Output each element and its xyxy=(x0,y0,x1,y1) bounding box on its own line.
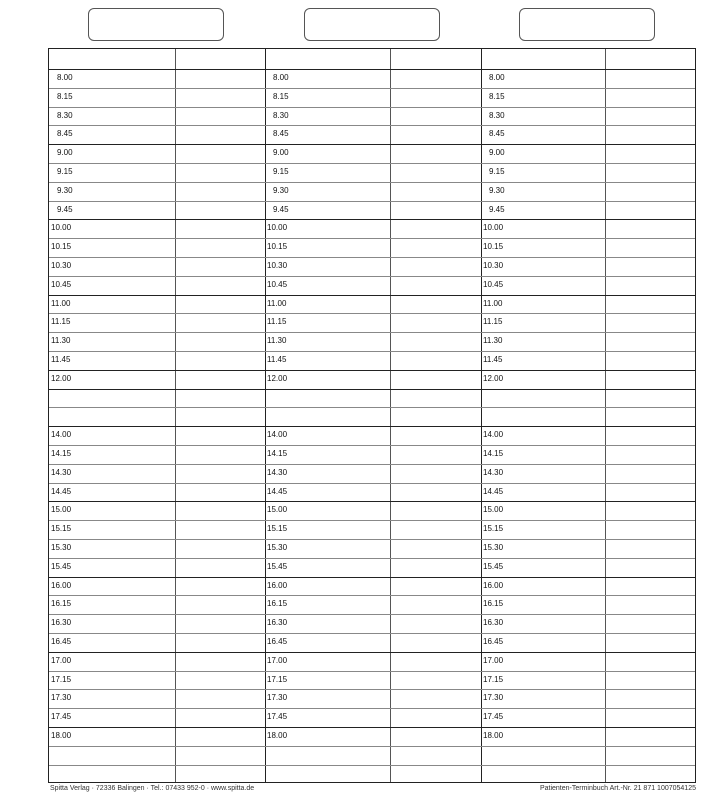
time-slot-day3[interactable]: 17.15 xyxy=(483,674,504,684)
time-slot-day2[interactable]: 14.00 xyxy=(267,430,288,440)
time-slot-day1[interactable]: 8.45 xyxy=(57,129,73,139)
row-line xyxy=(49,558,695,559)
time-slot-day3[interactable]: 9.30 xyxy=(489,185,505,195)
time-slot-day2[interactable]: 12.00 xyxy=(267,373,288,383)
time-slot-day2[interactable]: 14.15 xyxy=(267,449,288,458)
hour-line xyxy=(49,219,695,220)
time-slot-day3[interactable]: 8.15 xyxy=(489,91,505,101)
row-line xyxy=(49,389,695,390)
time-slot-day2[interactable]: 14.45 xyxy=(267,486,288,496)
hour-line xyxy=(49,577,695,578)
footer-article: Patienten-Terminbuch Art.-Nr. 21 871 1007054125 xyxy=(539,785,696,792)
time-slot-day1[interactable]: 15.30 xyxy=(51,543,72,552)
time-slot-day2[interactable]: 9.45 xyxy=(273,204,289,214)
row-line xyxy=(49,483,695,484)
time-slot-day1[interactable]: 9.30 xyxy=(57,185,73,195)
time-slot-day2[interactable]: 10.45 xyxy=(267,279,288,289)
row-line xyxy=(49,238,695,239)
row-line xyxy=(49,276,695,277)
time-slot-day1[interactable]: 12.00 xyxy=(51,373,72,383)
time-slot-day2[interactable]: 10.30 xyxy=(267,261,288,270)
time-slot-day1[interactable]: 16.30 xyxy=(51,618,72,628)
row-line xyxy=(49,614,695,615)
time-slot-day1[interactable]: 15.15 xyxy=(51,524,72,534)
row-line xyxy=(49,464,695,465)
time-slot-day3[interactable]: 15.00 xyxy=(483,505,504,515)
time-slot-day1[interactable]: 9.00 xyxy=(57,148,73,158)
time-slot-day3[interactable]: 10.45 xyxy=(483,279,504,289)
time-slot-day2[interactable]: 11.00 xyxy=(267,298,287,308)
row-line xyxy=(49,633,695,634)
day-header-box-3[interactable] xyxy=(519,8,655,41)
row-line xyxy=(49,88,695,89)
time-slot-day3[interactable]: 17.45 xyxy=(483,712,504,722)
time-slot-day1[interactable]: 11.15 xyxy=(51,317,71,327)
time-slot-day1[interactable]: 8.15 xyxy=(57,91,73,101)
time-slot-day2[interactable]: 8.30 xyxy=(273,110,289,120)
row-line xyxy=(49,407,695,408)
time-slot-day3[interactable]: 15.15 xyxy=(483,524,504,534)
time-slot-day2[interactable]: 9.30 xyxy=(273,185,289,195)
column-divider xyxy=(175,49,176,782)
time-slot-day1[interactable]: 18.00 xyxy=(51,731,72,740)
time-slot-day2[interactable]: 8.15 xyxy=(273,91,289,101)
time-slot-day2[interactable]: 16.30 xyxy=(267,618,288,628)
row-line xyxy=(49,520,695,521)
time-slot-day2[interactable]: 17.00 xyxy=(267,655,288,665)
time-slot-day3[interactable]: 12.00 xyxy=(483,373,504,383)
time-slot-day3[interactable]: 18.00 xyxy=(483,731,504,740)
time-slot-day2[interactable]: 11.45 xyxy=(267,355,287,364)
time-slot-day2[interactable]: 16.00 xyxy=(267,580,288,590)
time-slot-day2[interactable]: 17.15 xyxy=(267,674,288,684)
time-slot-day1[interactable]: 16.15 xyxy=(51,599,72,609)
time-slot-day1[interactable]: 11.00 xyxy=(51,298,71,308)
time-slot-day3[interactable]: 15.45 xyxy=(483,561,504,571)
time-slot-day3[interactable]: 10.15 xyxy=(483,242,504,252)
time-slot-day1[interactable]: 10.30 xyxy=(51,261,72,270)
time-slot-day1[interactable]: 11.45 xyxy=(51,355,71,364)
time-slot-day3[interactable]: 9.00 xyxy=(489,148,505,158)
row-line xyxy=(49,125,695,126)
row-line xyxy=(49,708,695,709)
appointment-grid xyxy=(48,48,696,783)
hour-line xyxy=(49,69,695,70)
time-slot-day3[interactable]: 14.00 xyxy=(483,430,504,440)
hour-line xyxy=(49,295,695,296)
row-line xyxy=(49,746,695,747)
time-slot-day3[interactable]: 8.45 xyxy=(489,129,505,139)
row-line xyxy=(49,671,695,672)
time-slot-day1[interactable]: 8.30 xyxy=(57,110,73,120)
time-slot-day2[interactable]: 10.15 xyxy=(267,242,288,252)
footer-publisher: Spitta Verlag · 72336 Balingen · Tel.: 07433 952-0 · www.spitta.de xyxy=(50,785,255,792)
time-slot-day2[interactable]: 14.30 xyxy=(267,467,288,477)
time-slot-day2[interactable]: 9.15 xyxy=(273,167,289,176)
time-slot-day1[interactable]: 15.00 xyxy=(51,505,72,515)
hour-line xyxy=(49,501,695,502)
time-slot-day2[interactable]: 8.45 xyxy=(273,129,289,139)
time-slot-day1[interactable]: 16.45 xyxy=(51,637,72,646)
row-line xyxy=(49,539,695,540)
time-slot-day2[interactable]: 10.00 xyxy=(267,223,288,233)
row-line xyxy=(49,182,695,183)
time-slot-day1[interactable]: 10.45 xyxy=(51,279,72,289)
time-slot-day1[interactable]: 17.30 xyxy=(51,693,72,703)
hour-line xyxy=(49,652,695,653)
time-slot-day3[interactable]: 11.00 xyxy=(483,298,503,308)
time-slot-day1[interactable]: 9.45 xyxy=(57,204,73,214)
time-slot-day3[interactable]: 9.45 xyxy=(489,204,505,214)
row-line xyxy=(49,201,695,202)
time-slot-day1[interactable]: 14.30 xyxy=(51,467,72,477)
day-header-box-2[interactable] xyxy=(304,8,440,41)
time-slot-day2[interactable]: 11.30 xyxy=(267,336,287,346)
row-line xyxy=(49,351,695,352)
row-line xyxy=(49,765,695,766)
time-slot-day2[interactable]: 17.30 xyxy=(267,693,288,703)
time-slot-day2[interactable]: 15.30 xyxy=(267,543,288,552)
time-slot-day1[interactable]: 9.15 xyxy=(57,167,73,176)
time-slot-day2[interactable]: 8.00 xyxy=(273,73,289,82)
time-slot-day3[interactable]: 11.30 xyxy=(483,336,503,346)
row-line xyxy=(49,107,695,108)
time-slot-day3[interactable]: 8.30 xyxy=(489,110,505,120)
time-slot-day3[interactable]: 16.15 xyxy=(483,599,504,609)
time-slot-day2[interactable]: 15.00 xyxy=(267,505,288,515)
row-line xyxy=(49,313,695,314)
row-line xyxy=(49,595,695,596)
time-slot-day3[interactable]: 11.15 xyxy=(483,317,503,327)
time-slot-day1[interactable]: 14.45 xyxy=(51,486,72,496)
row-line xyxy=(49,257,695,258)
row-line xyxy=(49,445,695,446)
time-slot-day2[interactable]: 16.45 xyxy=(267,637,288,646)
time-slot-day1[interactable]: 15.45 xyxy=(51,561,72,571)
day-header-box-1[interactable] xyxy=(88,8,224,41)
hour-line xyxy=(49,426,695,427)
column-divider xyxy=(390,49,391,782)
time-slot-day2[interactable]: 17.45 xyxy=(267,712,288,722)
time-slot-day3[interactable]: 16.45 xyxy=(483,637,504,646)
time-slot-day1[interactable]: 8.00 xyxy=(57,73,73,82)
row-line xyxy=(49,689,695,690)
time-slot-day3[interactable]: 16.30 xyxy=(483,618,504,628)
hour-line xyxy=(49,727,695,728)
time-slot-day3[interactable]: 16.00 xyxy=(483,580,504,590)
time-slot-day2[interactable]: 15.15 xyxy=(267,524,288,534)
hour-line xyxy=(49,370,695,371)
time-slot-day1[interactable]: 10.00 xyxy=(51,223,72,233)
time-slot-day1[interactable]: 17.15 xyxy=(51,674,72,684)
time-slot-day3[interactable]: 17.00 xyxy=(483,655,504,665)
time-slot-day1[interactable]: 11.30 xyxy=(51,336,71,346)
row-line xyxy=(49,332,695,333)
time-slot-day3[interactable]: 14.30 xyxy=(483,467,504,477)
time-slot-day1[interactable]: 10.15 xyxy=(51,242,72,252)
time-slot-day1[interactable]: 17.45 xyxy=(51,712,72,722)
day-divider xyxy=(265,49,266,782)
time-slot-day3[interactable]: 8.00 xyxy=(489,73,505,82)
time-slot-day1[interactable]: 16.00 xyxy=(51,580,72,590)
time-slot-day1[interactable]: 17.00 xyxy=(51,655,72,665)
time-slot-day2[interactable]: 16.15 xyxy=(267,599,288,609)
time-slot-day2[interactable]: 15.45 xyxy=(267,561,288,571)
row-line xyxy=(49,163,695,164)
time-slot-day3[interactable]: 11.45 xyxy=(483,355,503,364)
time-slot-day2[interactable]: 9.00 xyxy=(273,148,289,158)
time-slot-day3[interactable]: 15.30 xyxy=(483,543,504,552)
day-divider xyxy=(481,49,482,782)
time-slot-day3[interactable]: 17.30 xyxy=(483,693,504,703)
time-slot-day2[interactable]: 11.15 xyxy=(267,317,287,327)
time-slot-day3[interactable]: 14.45 xyxy=(483,486,504,496)
time-slot-day3[interactable]: 14.15 xyxy=(483,449,504,458)
time-slot-day3[interactable]: 10.30 xyxy=(483,261,504,270)
time-slot-day3[interactable]: 9.15 xyxy=(489,167,505,176)
column-divider xyxy=(605,49,606,782)
time-slot-day3[interactable]: 10.00 xyxy=(483,223,504,233)
hour-line xyxy=(49,144,695,145)
time-slot-day1[interactable]: 14.00 xyxy=(51,430,72,440)
time-slot-day1[interactable]: 14.15 xyxy=(51,449,72,458)
time-slot-day2[interactable]: 18.00 xyxy=(267,731,288,740)
